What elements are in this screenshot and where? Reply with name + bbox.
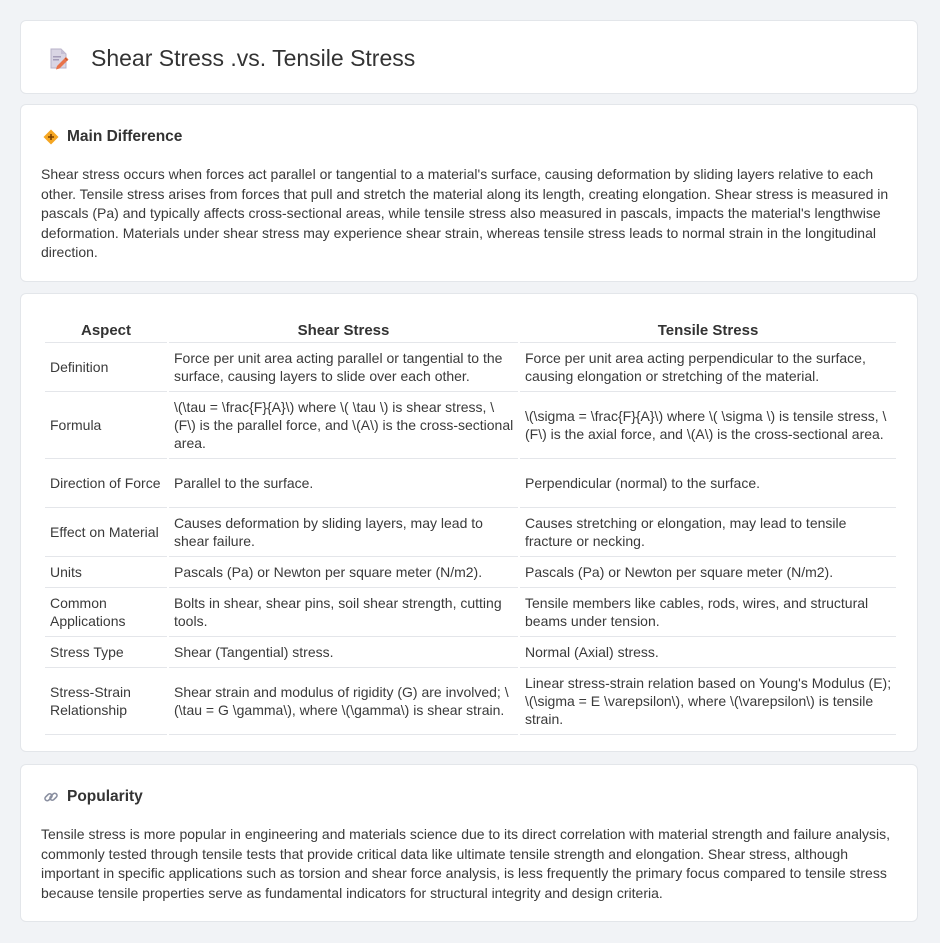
header-tensile-stress: Tensile Stress <box>520 314 896 343</box>
table-row <box>45 343 896 392</box>
link-icon <box>43 789 59 805</box>
popularity-title: Popularity <box>67 788 143 805</box>
main-difference-card <box>20 104 918 282</box>
aspect-cell: Direction of Force <box>45 459 167 508</box>
aspect-cell: Stress-Strain Relationship <box>45 668 167 735</box>
tensile-cell: Normal (Axial) stress. <box>520 637 896 668</box>
shear-cell: Parallel to the surface. <box>169 459 518 508</box>
tensile-cell: \(\sigma = \frac{F}{A}\) where \( \sigma \) is tensile stress, \(F\) is the axial force, and \(A\) is the cross-sectional area. <box>520 392 896 459</box>
comparison-table <box>43 314 898 735</box>
table-header-row <box>45 314 896 343</box>
header-card <box>20 20 918 94</box>
shear-cell: Causes deformation by sliding layers, may lead to shear failure. <box>169 508 518 557</box>
shear-cell: Bolts in shear, shear pins, soil shear strength, cutting tools. <box>169 588 518 637</box>
tensile-cell: Tensile members like cables, rods, wires, and structural beams under tension. <box>520 588 896 637</box>
table-row <box>45 637 896 668</box>
main-difference-title: Main Difference <box>67 128 183 145</box>
shear-cell: Force per unit area acting parallel or tangential to the surface, causing layers to slide over each other. <box>169 343 518 392</box>
document-pencil-icon <box>49 48 69 70</box>
tensile-cell: Perpendicular (normal) to the surface. <box>520 459 896 508</box>
table-row <box>45 557 896 588</box>
aspect-cell: Effect on Material <box>45 508 167 557</box>
table-row <box>45 459 896 508</box>
table-row <box>45 508 896 557</box>
aspect-cell: Stress Type <box>45 637 167 668</box>
tensile-cell: Linear stress-strain relation based on Young's Modulus (E); \(\sigma = E \varepsilon\), where \(\varepsilon\) is tensile strain. <box>520 668 896 735</box>
header-aspect: Aspect <box>45 314 167 343</box>
tensile-cell: Force per unit area acting perpendicular to the surface, causing elongation or stretching of the material. <box>520 343 896 392</box>
table-row <box>45 668 896 735</box>
popularity-card <box>20 764 918 922</box>
aspect-cell: Formula <box>45 392 167 459</box>
shear-cell: Shear strain and modulus of rigidity (G) are involved; \(\tau = G \gamma\), where \(\gamma\) is shear strain. <box>169 668 518 735</box>
header-shear-stress: Shear Stress <box>169 314 518 343</box>
aspect-cell: Common Applications <box>45 588 167 637</box>
shear-cell: Pascals (Pa) or Newton per square meter (N/m2). <box>169 557 518 588</box>
table-row <box>45 588 896 637</box>
main-difference-text: Shear stress occurs when forces act parallel or tangential to a material's surface, causing deformation by sliding layers relative to each other. Tensile stress arises from forces that pull and stretch the material along its length, creating elongation. Shear stress is measured in pascals (Pa) and typically affects cross-sectional areas, while tensile stress also measured in pascals, impacts the material's lengthwise deformation. Materials under shear stress may experience shear strain, whereas tensile stress leads to normal strain in the longitudinal direction. <box>41 166 889 261</box>
aspect-cell: Definition <box>45 343 167 392</box>
table-row <box>45 392 896 459</box>
tensile-cell: Causes stretching or elongation, may lead to tensile fracture or necking. <box>520 508 896 557</box>
tensile-cell: Pascals (Pa) or Newton per square meter (N/m2). <box>520 557 896 588</box>
diamond-warning-icon <box>43 129 59 145</box>
page-title: Shear Stress .vs. Tensile Stress <box>91 45 416 71</box>
comparison-table-card <box>20 293 918 752</box>
shear-cell: Shear (Tangential) stress. <box>169 637 518 668</box>
shear-cell: \(\tau = \frac{F}{A}\) where \( \tau \) is shear stress, \(F\) is the parallel force, and \(A\) is the cross-sectional area. <box>169 392 518 459</box>
popularity-text: Tensile stress is more popular in engineering and materials science due to its direct correlation with material strength and failure analysis, commonly tested through tensile tests that provide critical data like ultimate tensile strength and elongation. Shear stress, although important in specific applications such as torsion and shear force analysis, is less frequently the primary focus compared to tensile stress because tensile properties serve as fundamental indicators for structural integrity and design criteria. <box>41 826 890 901</box>
aspect-cell: Units <box>45 557 167 588</box>
